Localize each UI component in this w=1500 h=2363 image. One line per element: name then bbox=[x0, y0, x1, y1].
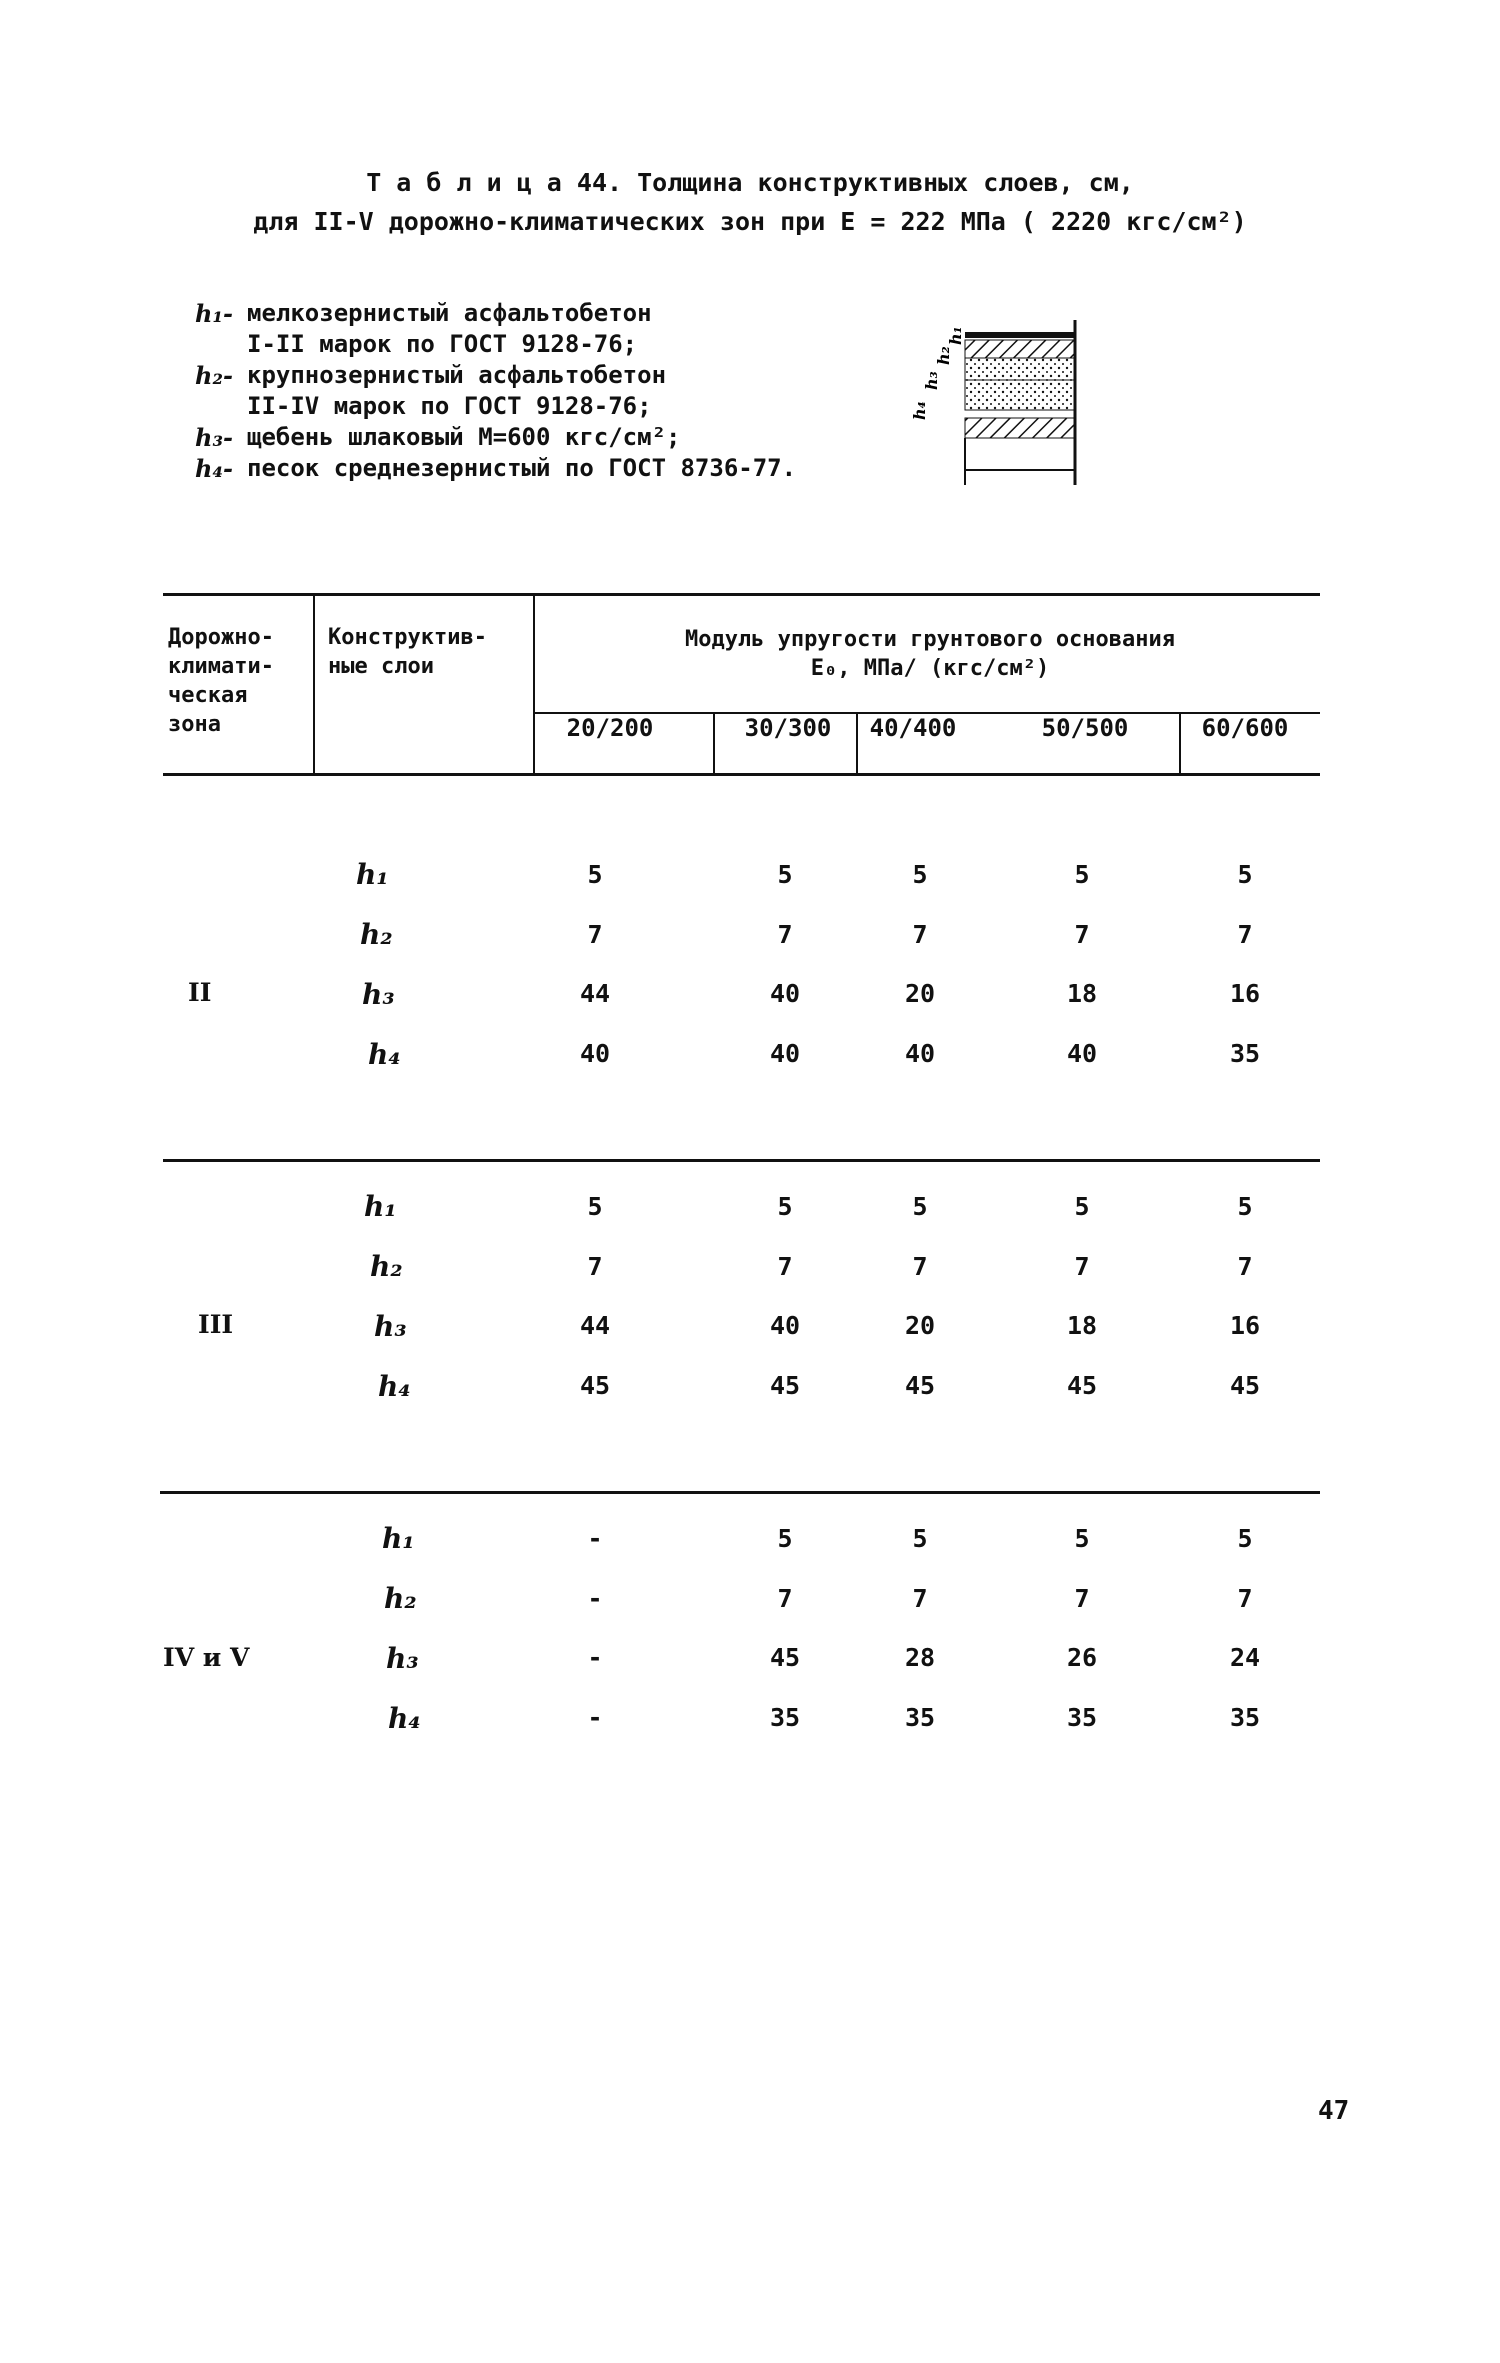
legend-row bbox=[195, 360, 796, 391]
legend-text: крупнозернистый асфальтобетон bbox=[247, 361, 667, 389]
diagram-label-h1: h₁ bbox=[946, 326, 965, 345]
table-cell: 7 bbox=[1237, 920, 1253, 949]
header-text: зона bbox=[168, 712, 221, 737]
legend-symbol: h₂- bbox=[195, 361, 233, 390]
layer-label-h4: h₄ bbox=[368, 1038, 401, 1071]
legend-text: мелкозернистый асфальтобетон bbox=[247, 299, 652, 327]
table-cell: 5 bbox=[587, 860, 603, 889]
table-cell: 40 bbox=[769, 1311, 801, 1340]
diagram-label-h4: h₄ bbox=[910, 401, 929, 420]
layer-h2-shape bbox=[965, 340, 1075, 358]
table-cell: 5 bbox=[1237, 860, 1253, 889]
layer-h4-shape bbox=[965, 380, 1075, 410]
table-cell: 35 bbox=[1229, 1039, 1261, 1068]
legend-symbol: h₁- bbox=[195, 299, 233, 328]
subgrade-shape bbox=[965, 418, 1075, 438]
layer-label-h1: h₁ bbox=[382, 1522, 415, 1555]
layer-label-h4: h₄ bbox=[388, 1702, 421, 1735]
header-text: E₀, МПа/ (кгс/см²) bbox=[810, 656, 1050, 681]
zone-label-ii: II bbox=[188, 978, 212, 1007]
legend-symbol: h₃- bbox=[195, 423, 233, 452]
layer-label-h2: h₂ bbox=[370, 1250, 403, 1283]
zone-label-iv-v: IV и V bbox=[163, 1643, 250, 1672]
table-cell: 7 bbox=[777, 1252, 793, 1281]
column-header-30-300: 30/300 bbox=[744, 714, 832, 742]
table-cell: 5 bbox=[777, 1524, 793, 1553]
table-cell: - bbox=[587, 1524, 603, 1553]
table-cell: 7 bbox=[777, 1584, 793, 1613]
table-cell: 44 bbox=[579, 1311, 611, 1340]
table-cell: 40 bbox=[579, 1039, 611, 1068]
zone-separator-rule bbox=[163, 1159, 1320, 1162]
layer-label-h3: h₃ bbox=[362, 978, 395, 1011]
layers-column-header bbox=[328, 623, 487, 681]
table-cell: 45 bbox=[1066, 1371, 1098, 1400]
table-cell: 45 bbox=[769, 1643, 801, 1672]
table-cell: 20 bbox=[904, 1311, 936, 1340]
table-cell: 7 bbox=[912, 1584, 928, 1613]
table-cell: 40 bbox=[904, 1039, 936, 1068]
table-cell: 7 bbox=[777, 920, 793, 949]
table-cell: 16 bbox=[1229, 979, 1261, 1008]
column-divider bbox=[713, 714, 715, 773]
legend-row bbox=[195, 329, 796, 360]
header-text: ческая bbox=[168, 683, 248, 708]
table-cell: 28 bbox=[904, 1643, 936, 1672]
table-cell: 7 bbox=[912, 1252, 928, 1281]
table-cell: 44 bbox=[579, 979, 611, 1008]
legend-text: I-II марок по ГОСТ 9128-76; bbox=[247, 330, 638, 358]
layer-label-h2: h₂ bbox=[360, 918, 393, 951]
table-cell: 5 bbox=[1237, 1192, 1253, 1221]
header-bottom-rule bbox=[163, 773, 1320, 776]
table-cell: 35 bbox=[769, 1703, 801, 1732]
layer-label-h3: h₃ bbox=[386, 1642, 419, 1675]
table-title-line-2: для II-V дорожно-климатических зон при E = 222 МПа ( 2220 кгс/см²) bbox=[253, 207, 1247, 236]
layer-legend bbox=[195, 298, 796, 484]
column-header-40-400: 40/400 bbox=[869, 714, 957, 742]
legend-row bbox=[195, 453, 796, 484]
table-cell: 35 bbox=[1229, 1703, 1261, 1732]
column-header-60-600: 60/600 bbox=[1201, 714, 1289, 742]
header-text: климати- bbox=[168, 654, 274, 679]
table-cell: 45 bbox=[769, 1371, 801, 1400]
modulus-group-header bbox=[540, 625, 1320, 683]
table-cell: 45 bbox=[579, 1371, 611, 1400]
header-text: Дорожно- bbox=[168, 625, 274, 650]
table-cell: 16 bbox=[1229, 1311, 1261, 1340]
table-cell: 5 bbox=[1074, 1524, 1090, 1553]
header-text: Конструктив- bbox=[328, 625, 487, 650]
legend-row bbox=[195, 298, 796, 329]
table-cell: 5 bbox=[912, 1192, 928, 1221]
table-cell: 5 bbox=[912, 860, 928, 889]
table-cell: 5 bbox=[777, 1192, 793, 1221]
table-cell: 20 bbox=[904, 979, 936, 1008]
legend-symbol bbox=[195, 391, 247, 422]
table-cell: 7 bbox=[912, 920, 928, 949]
layer-label-h2: h₂ bbox=[384, 1582, 417, 1615]
zone-column-header bbox=[168, 623, 274, 739]
diagram-label-h2: h₂ bbox=[934, 346, 953, 365]
table-cell: 35 bbox=[1066, 1703, 1098, 1732]
column-divider bbox=[533, 595, 535, 773]
legend-text: щебень шлаковый М=600 кгс/см²; bbox=[247, 423, 681, 451]
layer-label-h1: h₁ bbox=[356, 858, 389, 891]
zone-separator-rule bbox=[160, 1491, 1320, 1494]
table-cell: 18 bbox=[1066, 1311, 1098, 1340]
table-cell: 5 bbox=[912, 1524, 928, 1553]
table-top-rule bbox=[163, 593, 1320, 596]
legend-row bbox=[195, 422, 796, 453]
table-cell: 7 bbox=[1074, 1584, 1090, 1613]
table-cell: 5 bbox=[777, 860, 793, 889]
table-cell: 5 bbox=[1074, 1192, 1090, 1221]
header-text: Модуль упругости грунтового основания bbox=[684, 627, 1176, 652]
layer-label-h3: h₃ bbox=[374, 1310, 407, 1343]
table-cell: 5 bbox=[1074, 860, 1090, 889]
legend-text: II-IV марок по ГОСТ 9128-76; bbox=[247, 392, 652, 420]
table-cell: 7 bbox=[1074, 1252, 1090, 1281]
legend-symbol: h₄- bbox=[195, 454, 233, 483]
zone-label-iii: III bbox=[198, 1310, 234, 1339]
table-cell: 7 bbox=[1237, 1252, 1253, 1281]
column-divider bbox=[313, 595, 315, 773]
table-cell: - bbox=[587, 1703, 603, 1732]
table-title-line-1: Т а б л и ц а 44. Толщина конструктивных слоев, см, bbox=[366, 168, 1134, 197]
table-cell: 18 bbox=[1066, 979, 1098, 1008]
table-cell: - bbox=[587, 1643, 603, 1672]
pavement-layers-diagram bbox=[905, 310, 1185, 490]
table-cell: 40 bbox=[1066, 1039, 1098, 1068]
legend-text: песок среднезернистый по ГОСТ 8736-77. bbox=[247, 454, 797, 482]
table-cell: 7 bbox=[587, 920, 603, 949]
layer-label-h1: h₁ bbox=[364, 1190, 397, 1223]
layer-h1-shape bbox=[965, 332, 1075, 338]
table-cell: 24 bbox=[1229, 1643, 1261, 1672]
table-cell: 26 bbox=[1066, 1643, 1098, 1672]
page-number: 47 bbox=[1318, 2096, 1350, 2126]
table-cell: 40 bbox=[769, 1039, 801, 1068]
table-cell: - bbox=[587, 1584, 603, 1613]
table-cell: 7 bbox=[1237, 1584, 1253, 1613]
layer-label-h4: h₄ bbox=[378, 1370, 411, 1403]
column-header-50-500: 50/500 bbox=[1041, 714, 1129, 742]
header-text: ные слои bbox=[328, 654, 434, 679]
table-cell: 5 bbox=[1237, 1524, 1253, 1553]
table-cell: 7 bbox=[587, 1252, 603, 1281]
table-cell: 7 bbox=[1074, 920, 1090, 949]
legend-symbol bbox=[195, 329, 247, 360]
table-cell: 35 bbox=[904, 1703, 936, 1732]
table-cell: 40 bbox=[769, 979, 801, 1008]
legend-row bbox=[195, 391, 796, 422]
column-header-20-200: 20/200 bbox=[566, 714, 654, 742]
diagram-label-h3: h₃ bbox=[922, 371, 941, 390]
table-cell: 45 bbox=[904, 1371, 936, 1400]
table-cell: 5 bbox=[587, 1192, 603, 1221]
layer-h3-shape bbox=[965, 358, 1075, 380]
table-cell: 45 bbox=[1229, 1371, 1261, 1400]
